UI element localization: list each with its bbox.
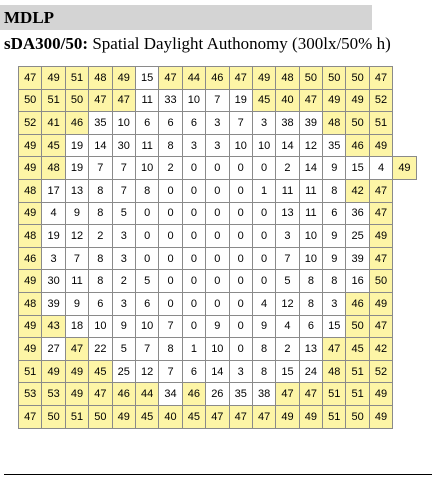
grid-cell: 0 (206, 292, 229, 315)
grid-cell: 50 (346, 315, 369, 338)
grid-cell: 6 (323, 202, 346, 225)
grid-cell: 0 (206, 225, 229, 248)
grid-row (19, 292, 417, 315)
grid-cell: 0 (159, 202, 182, 225)
grid-cell: 49 (65, 383, 88, 406)
grid-cell: 30 (112, 134, 135, 157)
grid-cell: 47 (276, 383, 299, 406)
grid-cell: 5 (112, 202, 135, 225)
grid-cell: 50 (323, 67, 346, 90)
grid-cell: 49 (112, 405, 135, 428)
grid-cell: 47 (206, 405, 229, 428)
grid-cell: 39 (346, 247, 369, 270)
grid-cell: 47 (369, 67, 392, 90)
grid-cell: 41 (42, 112, 65, 135)
grid-cell: 7 (89, 157, 112, 180)
grid-cell: 40 (276, 89, 299, 112)
grid-cell: 19 (229, 89, 252, 112)
grid-cell: 15 (276, 360, 299, 383)
grid-cell: 47 (89, 383, 112, 406)
grid-cell: 49 (393, 157, 416, 180)
grid-cell: 7 (159, 360, 182, 383)
grid-cell: 13 (299, 338, 322, 361)
grid-table (18, 66, 417, 429)
grid-cell: 51 (369, 112, 392, 135)
grid-cell: 7 (229, 112, 252, 135)
grid-cell: 10 (135, 157, 158, 180)
grid-cell: 19 (65, 134, 88, 157)
grid-cell: 14 (276, 134, 299, 157)
grid-cell: 10 (229, 134, 252, 157)
grid-row (19, 338, 417, 361)
grid-cell: 51 (346, 383, 369, 406)
grid-cell: 51 (42, 89, 65, 112)
grid-cell: 3 (42, 247, 65, 270)
grid-cell: 47 (369, 315, 392, 338)
grid-cell: 2 (112, 270, 135, 293)
grid-cell: 34 (159, 383, 182, 406)
grid-cell: 0 (206, 247, 229, 270)
grid-cell: 7 (159, 315, 182, 338)
grid-cell: 49 (299, 405, 322, 428)
grid-cell: 10 (299, 225, 322, 248)
grid-cell: 9 (323, 157, 346, 180)
grid-cell: 0 (252, 202, 275, 225)
subtitle-description: Spatial Daylight Authonomy (300lx/50% h) (88, 34, 391, 53)
grid-cell: 10 (135, 315, 158, 338)
grid-cell: 1 (182, 338, 205, 361)
grid-cell: 27 (42, 338, 65, 361)
grid-cell: 50 (65, 89, 88, 112)
grid-cell: 10 (89, 315, 112, 338)
grid-cell: 13 (276, 202, 299, 225)
grid-cell: 0 (135, 225, 158, 248)
grid-cell: 8 (89, 179, 112, 202)
grid-cell: 2 (89, 225, 112, 248)
grid-cell: 8 (159, 338, 182, 361)
grid-cell: 8 (252, 360, 275, 383)
grid-cell: 15 (323, 315, 346, 338)
grid-cell: 3 (112, 225, 135, 248)
grid-cell: 0 (206, 270, 229, 293)
grid-cell: 49 (369, 225, 392, 248)
grid-cell: 44 (182, 67, 205, 90)
grid-cell: 25 (346, 225, 369, 248)
grid-cell: 49 (19, 134, 42, 157)
grid-cell: 49 (19, 157, 42, 180)
grid-cell: 50 (346, 112, 369, 135)
grid-cell: 16 (346, 270, 369, 293)
grid-cell: 36 (346, 202, 369, 225)
grid-cell: 35 (229, 383, 252, 406)
grid-cell: 6 (89, 292, 112, 315)
grid-cell: 0 (182, 292, 205, 315)
grid-cell: 10 (252, 134, 275, 157)
grid-cell: 46 (346, 292, 369, 315)
grid-cell: 51 (323, 383, 346, 406)
grid-cell: 48 (89, 67, 112, 90)
grid-cell: 0 (159, 247, 182, 270)
grid-cell: 5 (276, 270, 299, 293)
grid-cell: 14 (89, 134, 112, 157)
grid-cell: 11 (135, 89, 158, 112)
grid-cell: 3 (112, 292, 135, 315)
grid-cell: 48 (323, 360, 346, 383)
grid-cell: 49 (112, 67, 135, 90)
grid-row (19, 225, 417, 248)
grid-row (19, 157, 417, 180)
grid-cell: 47 (369, 247, 392, 270)
grid-cell: 51 (346, 360, 369, 383)
grid-cell: 49 (19, 315, 42, 338)
bottom-rule (4, 474, 432, 475)
grid-cell: 47 (323, 338, 346, 361)
grid-cell: 49 (42, 360, 65, 383)
grid-cell: 9 (65, 292, 88, 315)
grid-row (19, 67, 417, 90)
grid-cell: 0 (159, 225, 182, 248)
grid-cell: 17 (42, 179, 65, 202)
grid-cell: 0 (182, 179, 205, 202)
subtitle (4, 34, 391, 54)
grid-cell: 11 (135, 134, 158, 157)
grid-cell: 8 (159, 134, 182, 157)
grid-cell: 11 (276, 179, 299, 202)
grid-cell: 10 (299, 247, 322, 270)
grid-cell: 45 (182, 405, 205, 428)
grid-cell: 7 (135, 338, 158, 361)
grid-cell: 47 (369, 202, 392, 225)
grid-cell: 49 (65, 360, 88, 383)
grid-cell: 0 (159, 270, 182, 293)
grid-cell: 0 (206, 202, 229, 225)
grid-cell: 9 (206, 315, 229, 338)
grid-cell: 49 (369, 134, 392, 157)
grid-cell: 11 (299, 202, 322, 225)
grid-cell: 51 (65, 67, 88, 90)
grid-cell: 8 (252, 338, 275, 361)
grid-cell: 0 (229, 179, 252, 202)
grid-cell: 48 (19, 179, 42, 202)
grid-cell: 8 (299, 270, 322, 293)
grid-cell: 51 (19, 360, 42, 383)
grid-cell: 49 (19, 270, 42, 293)
grid-cell: 12 (276, 292, 299, 315)
grid-cell: 46 (112, 383, 135, 406)
grid-cell: 9 (323, 247, 346, 270)
grid-cell: 47 (159, 67, 182, 90)
grid-cell: 49 (323, 89, 346, 112)
grid-cell: 48 (19, 225, 42, 248)
grid-cell: 8 (89, 270, 112, 293)
grid-cell: 49 (346, 89, 369, 112)
grid-cell: 50 (19, 89, 42, 112)
grid-cell: 3 (112, 247, 135, 270)
subtitle-metric: sDA300/50: (4, 34, 89, 53)
grid-cell: 24 (299, 360, 322, 383)
grid-row (19, 405, 417, 428)
grid-cell: 30 (42, 270, 65, 293)
grid-cell: 0 (206, 157, 229, 180)
grid-cell: 11 (65, 270, 88, 293)
grid-cell: 12 (135, 360, 158, 383)
grid-cell: 0 (182, 225, 205, 248)
grid-cell: 7 (65, 247, 88, 270)
grid-cell: 10 (112, 112, 135, 135)
grid-cell: 9 (252, 315, 275, 338)
grid-row (19, 315, 417, 338)
grid-cell: 0 (252, 225, 275, 248)
grid-cell: 4 (252, 292, 275, 315)
grid-cell: 8 (299, 292, 322, 315)
grid-cell: 0 (229, 157, 252, 180)
grid-cell: 46 (19, 247, 42, 270)
grid-cell: 19 (42, 225, 65, 248)
grid-cell: 12 (65, 225, 88, 248)
grid-cell: 47 (112, 89, 135, 112)
grid-cell: 9 (323, 225, 346, 248)
grid-row (19, 134, 417, 157)
grid-cell: 47 (252, 405, 275, 428)
grid-cell: 0 (229, 225, 252, 248)
grid-cell: 14 (299, 157, 322, 180)
grid-cell: 6 (159, 112, 182, 135)
grid-cell: 35 (89, 112, 112, 135)
grid-cell: 26 (206, 383, 229, 406)
grid-cell: 47 (19, 67, 42, 90)
grid-cell: 48 (19, 292, 42, 315)
grid-cell: 8 (89, 202, 112, 225)
grid-cell: 2 (276, 338, 299, 361)
grid-cell: 49 (42, 67, 65, 90)
grid-cell: 48 (42, 157, 65, 180)
grid-cell: 0 (252, 157, 275, 180)
grid-row (19, 383, 417, 406)
grid-cell: 7 (112, 179, 135, 202)
grid-cell: 4 (42, 202, 65, 225)
grid-cell: 49 (276, 405, 299, 428)
grid-cell: 0 (182, 202, 205, 225)
grid-cell: 6 (135, 112, 158, 135)
grid-cell: 14 (206, 360, 229, 383)
grid-cell: 15 (135, 67, 158, 90)
grid-cell: 3 (206, 134, 229, 157)
grid-cell: 46 (65, 112, 88, 135)
grid-cell: 45 (135, 405, 158, 428)
grid-cell: 6 (182, 360, 205, 383)
grid-cell: 46 (346, 134, 369, 157)
grid-cell: 47 (369, 179, 392, 202)
grid-cell: 22 (89, 338, 112, 361)
grid-cell: 4 (276, 315, 299, 338)
grid-cell: 51 (65, 405, 88, 428)
grid-cell: 33 (159, 89, 182, 112)
grid-cell: 52 (19, 112, 42, 135)
grid-cell: 49 (19, 202, 42, 225)
grid-row (19, 179, 417, 202)
grid-cell: 40 (159, 405, 182, 428)
grid-cell: 0 (252, 270, 275, 293)
grid-cell: 49 (369, 405, 392, 428)
grid-cell: 44 (135, 383, 158, 406)
grid-cell: 47 (89, 89, 112, 112)
grid-cell: 6 (135, 292, 158, 315)
grid-row (19, 247, 417, 270)
grid-cell: 39 (299, 112, 322, 135)
grid-cell: 49 (369, 383, 392, 406)
grid-cell: 6 (182, 112, 205, 135)
grid-cell: 47 (299, 383, 322, 406)
grid-cell: 2 (276, 157, 299, 180)
grid-cell: 10 (206, 338, 229, 361)
grid-cell: 50 (42, 405, 65, 428)
grid-row (19, 112, 417, 135)
grid-cell: 52 (369, 360, 392, 383)
header-title: MDLP (4, 8, 55, 27)
grid-cell: 8 (323, 179, 346, 202)
grid-cell: 4 (369, 157, 392, 180)
grid-cell: 42 (369, 338, 392, 361)
grid-cell: 47 (229, 405, 252, 428)
grid-cell: 49 (19, 338, 42, 361)
grid-cell: 46 (182, 383, 205, 406)
grid-cell: 53 (42, 383, 65, 406)
grid-cell: 7 (112, 157, 135, 180)
grid-cell: 0 (229, 202, 252, 225)
header-bar (0, 5, 372, 30)
grid-cell: 0 (252, 247, 275, 270)
grid-cell: 8 (135, 179, 158, 202)
grid-cell: 45 (252, 89, 275, 112)
grid-cell: 0 (229, 292, 252, 315)
grid-cell: 3 (206, 112, 229, 135)
grid-cell: 46 (206, 67, 229, 90)
grid-cell: 47 (299, 89, 322, 112)
grid-cell: 9 (65, 202, 88, 225)
grid-cell: 0 (229, 247, 252, 270)
grid-cell: 0 (206, 179, 229, 202)
grid-cell: 38 (252, 383, 275, 406)
grid-cell: 25 (112, 360, 135, 383)
grid-cell: 0 (182, 270, 205, 293)
grid-cell: 11 (299, 179, 322, 202)
grid-cell: 47 (19, 405, 42, 428)
grid-cell: 0 (229, 338, 252, 361)
grid-row (19, 360, 417, 383)
grid-cell: 3 (252, 112, 275, 135)
grid-cell: 0 (229, 270, 252, 293)
grid-cell: 15 (346, 157, 369, 180)
grid-cell: 6 (299, 315, 322, 338)
grid-cell: 47 (65, 338, 88, 361)
grid-cell: 49 (369, 292, 392, 315)
grid-cell: 19 (65, 157, 88, 180)
grid-cell: 13 (65, 179, 88, 202)
grid-row (19, 89, 417, 112)
grid-cell: 50 (89, 405, 112, 428)
grid-cell: 0 (182, 315, 205, 338)
grid-cell: 9 (112, 315, 135, 338)
grid-cell: 5 (135, 270, 158, 293)
grid-cell: 0 (159, 292, 182, 315)
grid-cell: 3 (229, 360, 252, 383)
grid-cell: 48 (323, 112, 346, 135)
grid-cell: 0 (159, 179, 182, 202)
grid-cell: 38 (276, 112, 299, 135)
grid-cell: 0 (229, 315, 252, 338)
grid-cell: 3 (182, 134, 205, 157)
grid-cell: 50 (299, 67, 322, 90)
grid-cell: 45 (346, 338, 369, 361)
grid-cell: 49 (252, 67, 275, 90)
grid-cell: 3 (323, 292, 346, 315)
grid-cell: 7 (206, 89, 229, 112)
grid-cell: 0 (182, 157, 205, 180)
daylight-grid (18, 66, 417, 429)
grid-cell: 42 (346, 179, 369, 202)
grid-cell: 0 (135, 202, 158, 225)
grid-cell: 53 (19, 383, 42, 406)
grid-cell: 51 (323, 405, 346, 428)
grid-cell: 45 (42, 134, 65, 157)
grid-cell: 3 (276, 225, 299, 248)
grid-cell: 39 (42, 292, 65, 315)
grid-cell: 47 (229, 67, 252, 90)
grid-cell: 35 (323, 134, 346, 157)
grid-cell: 50 (346, 67, 369, 90)
grid-cell: 12 (299, 134, 322, 157)
grid-cell: 0 (182, 247, 205, 270)
grid-cell: 2 (159, 157, 182, 180)
grid-row (19, 202, 417, 225)
grid-cell: 18 (65, 315, 88, 338)
grid-cell: 52 (369, 89, 392, 112)
grid-cell: 50 (369, 270, 392, 293)
grid-cell: 50 (346, 405, 369, 428)
grid-cell: 5 (112, 338, 135, 361)
grid-cell: 48 (276, 67, 299, 90)
grid-cell: 1 (252, 179, 275, 202)
grid-cell: 7 (276, 247, 299, 270)
grid-row (19, 270, 417, 293)
grid-cell: 10 (182, 89, 205, 112)
grid-cell: 0 (135, 247, 158, 270)
grid-cell: 43 (42, 315, 65, 338)
grid-cell: 8 (89, 247, 112, 270)
grid-cell: 45 (89, 360, 112, 383)
grid-cell: 8 (323, 270, 346, 293)
